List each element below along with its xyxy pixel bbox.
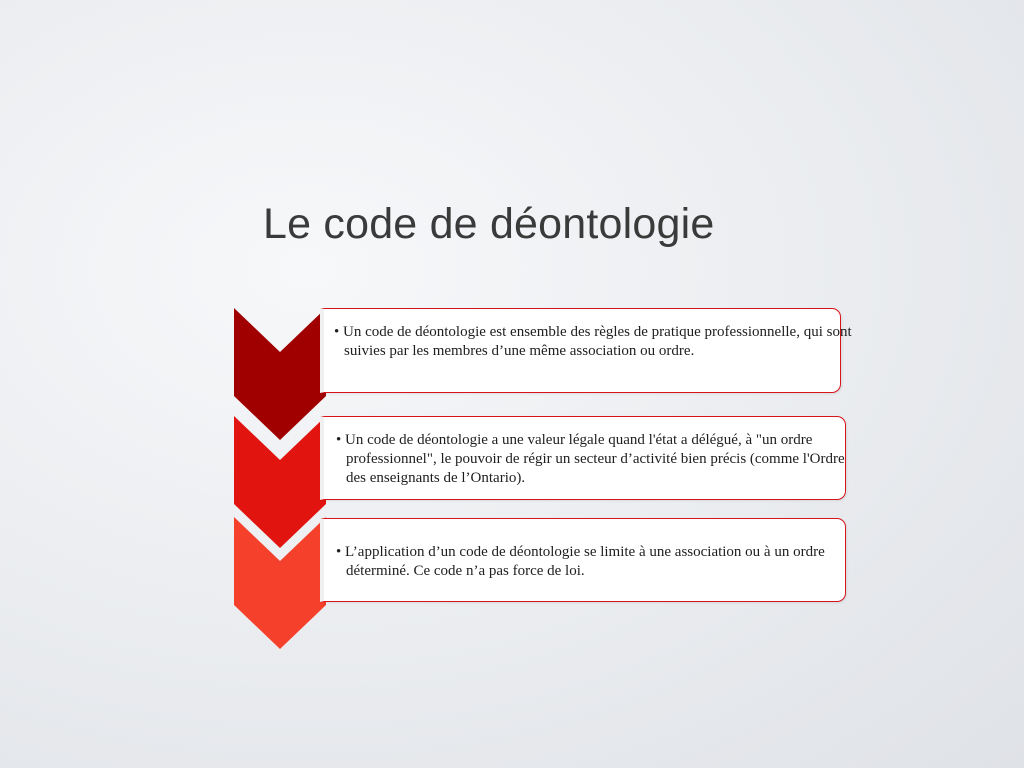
bullet-text-3 xyxy=(336,543,854,581)
bullet-content: L’application d’un code de déontologie se limite à une association ou à un ordre déterminé. Ce code n’a pas force de loi. xyxy=(345,544,825,579)
chevron-2 xyxy=(234,416,326,548)
bullet-marker: • xyxy=(336,432,342,448)
chevron-1 xyxy=(234,308,326,440)
bullet-card-2 xyxy=(320,416,846,500)
bullet-text-1 xyxy=(334,323,852,361)
bullet-marker: • xyxy=(336,544,342,560)
bullet-content: Un code de déontologie est ensemble des règles de pratique professionnelle, qui sont suivies par les membres d’une même association ou ordre. xyxy=(343,324,852,359)
bullet-marker: • xyxy=(334,324,340,340)
bullet-text-2 xyxy=(336,431,854,488)
bullet-card-3 xyxy=(320,518,846,602)
bullet-content: Un code de déontologie a une valeur légale quand l'état a délégué, à "un ordre professionnel", le pouvoir de régir un secteur d’activité bien précis (comme l'Ordre des enseignants de l’Ontario). xyxy=(345,432,845,486)
slide-title: Le code de déontologie xyxy=(263,200,715,248)
chevron-3 xyxy=(234,517,326,649)
bullet-card-1 xyxy=(320,308,852,393)
